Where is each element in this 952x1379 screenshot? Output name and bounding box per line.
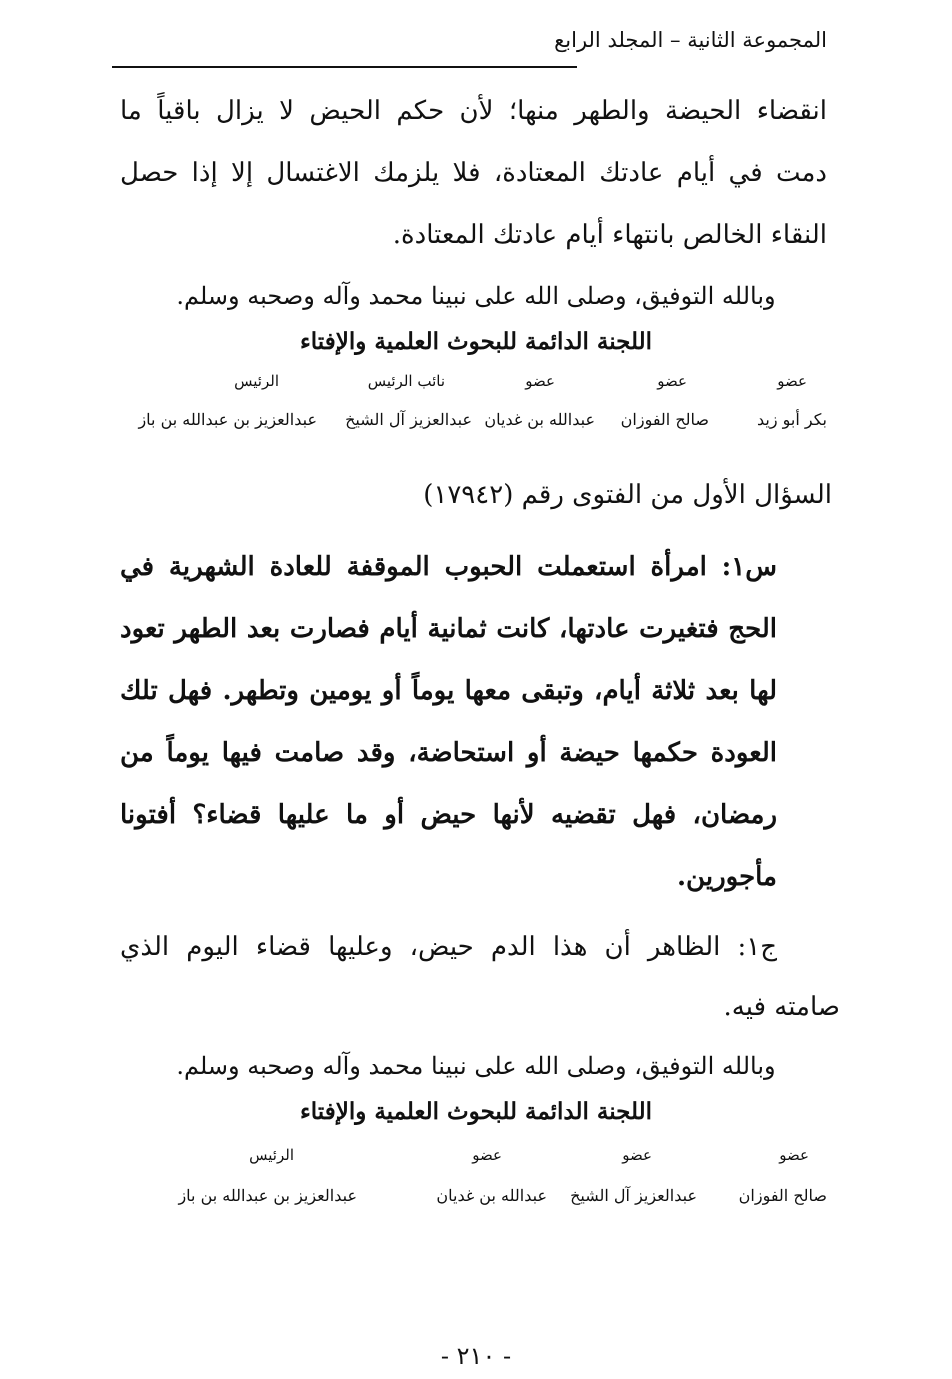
signatory-name: عبدالله بن غديان bbox=[484, 410, 595, 429]
question-line: الحج فتغيرت عادتها، كانت ثمانية أيام فصارت بعد الطهر تعود bbox=[120, 614, 777, 644]
question-line: س١: امرأة استعملت الحبوب الموقفة للعادة الشهرية في bbox=[120, 552, 777, 582]
closing-formula: وبالله التوفيق، وصلى الله على نبينا محمد وآله وصحبه وسلم. bbox=[176, 1052, 776, 1080]
header-rule bbox=[112, 66, 577, 68]
signatory-name: بكر أبو زيد bbox=[756, 410, 827, 429]
signatory-title: عضو bbox=[777, 372, 807, 390]
page-number: - ٢١٠ - bbox=[440, 1342, 512, 1370]
paragraph-line: النقاء الخالص بانتهاء أيام عادتك المعتادة. bbox=[392, 220, 827, 250]
signatory-name: عبدالعزيز آل الشيخ bbox=[345, 410, 472, 429]
signatory-title: نائب الرئيس bbox=[367, 372, 445, 390]
paragraph-line: دمت في أيام عادتك المعتادة، فلا يلزمك الاغتسال إلا إذا حصل bbox=[120, 158, 827, 188]
signatory-name: عبدالله بن غديان bbox=[436, 1186, 547, 1205]
running-header: المجموعة الثانية – المجلد الرابع bbox=[554, 28, 827, 52]
signatory-title: عضو bbox=[657, 372, 687, 390]
question-line: رمضان، فهل تقضيه لأنها حيض أو ما عليها قضاء؟ أفتونا bbox=[120, 800, 777, 830]
signatory-titles bbox=[120, 372, 827, 400]
signatory-name: عبدالعزيز بن عبدالله بن باز bbox=[138, 410, 317, 429]
committee-name: اللجنة الدائمة للبحوث العلمية والإفتاء bbox=[299, 1098, 653, 1125]
question-line: مأجورين. bbox=[677, 862, 777, 892]
signatory-name: صالح الفوزان bbox=[620, 410, 709, 429]
answer-line: صامته فيه. bbox=[723, 992, 840, 1022]
signatory-title: عضو bbox=[472, 1146, 502, 1164]
signatory-name: عبدالعزيز آل الشيخ bbox=[570, 1186, 697, 1205]
signatory-title: الرئيس bbox=[234, 372, 279, 390]
answer-line: ج١: الظاهر أن هذا الدم حيض، وعليها قضاء اليوم الذي bbox=[120, 932, 777, 962]
committee-name: اللجنة الدائمة للبحوث العلمية والإفتاء bbox=[299, 328, 653, 355]
signatory-names bbox=[120, 410, 827, 438]
signatory-title: الرئيس bbox=[249, 1146, 294, 1164]
signatory-name: عبدالعزيز بن عبدالله بن باز bbox=[178, 1186, 357, 1205]
closing-formula: وبالله التوفيق، وصلى الله على نبينا محمد وآله وصحبه وسلم. bbox=[176, 282, 776, 310]
signatory-title: عضو bbox=[779, 1146, 809, 1164]
question-line: العودة حكمها حيضة أو استحاضة، وقد صامت فيها يوماً من bbox=[120, 738, 777, 768]
signatory-title: عضو bbox=[622, 1146, 652, 1164]
paragraph-line: انقضاء الحيضة والطهر منها؛ لأن حكم الحيض لا يزال باقياً ما bbox=[120, 96, 827, 126]
fatwa-heading: السؤال الأول من الفتوى رقم (١٧٩٤٢) bbox=[423, 480, 832, 510]
question-line: لها بعد ثلاثة أيام، وتبقى معها يوماً أو يومين وتطهر. فهل تلك bbox=[120, 676, 777, 706]
signatory-name: صالح الفوزان bbox=[738, 1186, 827, 1205]
signatory-names bbox=[120, 1186, 827, 1214]
signatory-titles bbox=[120, 1146, 827, 1174]
signatory-title: عضو bbox=[525, 372, 555, 390]
